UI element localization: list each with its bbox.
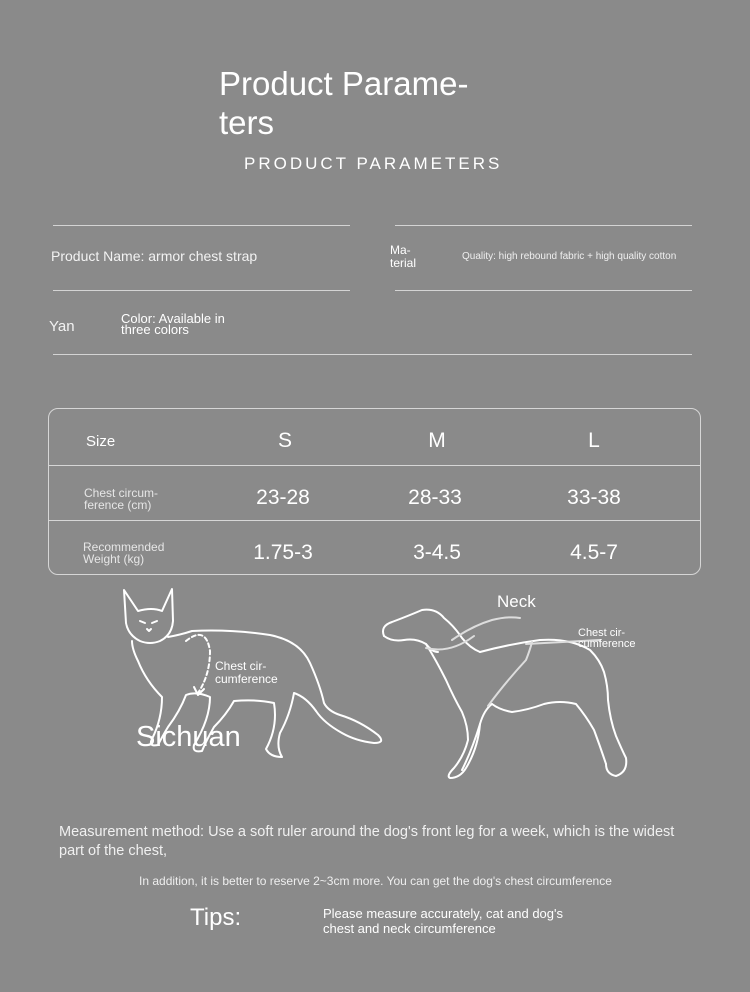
measurement-method-line-1: Measurement method: Use a soft ruler around the dog's front leg for a week, which is the widest	[59, 824, 675, 840]
page-subtitle: PRODUCT PARAMETERS	[244, 154, 503, 173]
measurement-method	[59, 823, 719, 861]
weight-row-label-line-1: Recommended	[83, 540, 165, 554]
material-label-line-2: terial	[390, 256, 417, 270]
material-label-line-1: Ma-	[390, 243, 411, 257]
size-m: M	[428, 429, 446, 452]
divider	[53, 354, 692, 355]
page-title	[219, 64, 519, 142]
size-l: L	[588, 429, 600, 452]
dog-neck-label: Neck	[497, 592, 536, 611]
chest-row-label-line-2: ference (cm)	[84, 498, 152, 512]
dog-chest-label-line-2: cumference	[578, 638, 636, 650]
weight-value-s: 1.75-3	[253, 541, 313, 564]
addition-note: In addition, it is better to reserve 2~3cm more. You can get the dog's chest circumference	[139, 874, 612, 888]
size-header-label: Size	[86, 433, 116, 450]
size-table	[48, 408, 701, 575]
divider	[53, 225, 350, 226]
divider	[395, 225, 692, 226]
material-label	[390, 244, 416, 270]
color-value	[121, 313, 225, 335]
size-s: S	[277, 429, 292, 452]
product-name: Product Name: armor chest strap	[51, 248, 258, 264]
chest-row-label	[84, 487, 158, 511]
material-value: Quality: high rebound fabric + high quality cotton	[462, 251, 677, 262]
table-row-divider	[49, 465, 700, 466]
measurement-method-line-2: part of the chest,	[59, 843, 168, 859]
title-line-1: Product Parame-	[219, 65, 469, 102]
chest-value-m: 28-33	[408, 486, 462, 509]
divider	[395, 290, 692, 291]
dog-chest-label	[578, 628, 635, 650]
chest-row-label-line-1: Chest circum-	[84, 486, 159, 500]
weight-value-l: 4.5-7	[570, 541, 618, 564]
weight-row-label-line-2: Weight (kg)	[83, 552, 145, 566]
cat-chest-label-line-1: Chest cir-	[215, 659, 267, 673]
cat-chest-label-line-2: cumference	[215, 672, 278, 686]
title-line-2: ters	[219, 104, 275, 141]
chest-value-s: 23-28	[256, 486, 310, 509]
chest-value-l: 33-38	[567, 486, 621, 509]
weight-value-m: 3-4.5	[413, 541, 461, 564]
divider	[53, 290, 350, 291]
cat-chest-label	[215, 660, 278, 686]
tips-text-line-2: chest and neck circumference	[323, 921, 496, 936]
cat-name: Sichuan	[136, 721, 241, 753]
color-value-line-2: three colors	[121, 322, 189, 337]
tips-text	[323, 906, 563, 936]
weight-row-label	[83, 541, 164, 565]
color-label: Yan	[49, 318, 75, 335]
color-value-line-1: Color: Available in	[121, 311, 225, 326]
tips-text-line-1: Please measure accurately, cat and dog's	[323, 906, 563, 921]
dog-chest-label-line-1: Chest cir-	[578, 627, 626, 639]
table-row-divider	[49, 520, 700, 521]
tips-label: Tips:	[190, 904, 242, 931]
